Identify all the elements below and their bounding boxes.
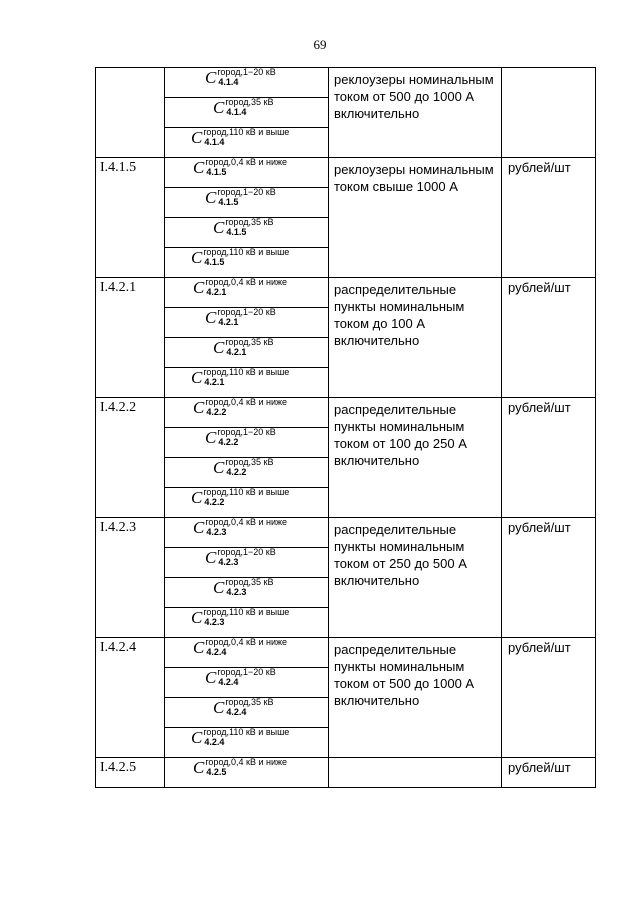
item-unit: рублей/шт bbox=[502, 158, 596, 278]
cost-formula bbox=[165, 608, 328, 628]
formula-cell bbox=[165, 128, 329, 158]
table-row bbox=[96, 518, 596, 548]
table-row bbox=[96, 158, 596, 188]
formula-subscript: 4.1.5 bbox=[206, 167, 227, 177]
formula-superscript: город,35 кВ bbox=[225, 217, 274, 227]
formula-symbol: C bbox=[191, 488, 203, 507]
formula-subscript: 4.2.3 bbox=[226, 587, 247, 597]
formula-indices bbox=[203, 607, 289, 627]
formula-superscript: город,35 кВ bbox=[225, 697, 274, 707]
item-description: реклоузеры номинальным током от 500 до 1000 А включительно bbox=[329, 68, 502, 158]
formula-subscript: 4.2.1 bbox=[218, 317, 239, 327]
cost-formula bbox=[165, 218, 328, 238]
item-unit: рублей/шт bbox=[502, 518, 596, 638]
formula-superscript: город,110 кВ и выше bbox=[203, 607, 290, 617]
item-description: распределительные пункты номинальным током до 100 А включительно bbox=[329, 278, 502, 398]
cost-formula bbox=[165, 128, 328, 148]
formula-subscript: 4.2.2 bbox=[204, 497, 225, 507]
formula-subscript: 4.2.4 bbox=[218, 677, 239, 687]
item-unit: рублей/шт bbox=[502, 398, 596, 518]
formula-indices bbox=[225, 97, 273, 117]
formula-indices bbox=[203, 127, 289, 147]
formula-cell bbox=[165, 308, 329, 338]
formula-symbol: C bbox=[193, 158, 205, 177]
cost-formula bbox=[165, 98, 328, 118]
cost-formula bbox=[165, 698, 328, 718]
formula-superscript: город,110 кВ и выше bbox=[203, 367, 290, 377]
formula-cell bbox=[165, 578, 329, 608]
formula-symbol: C bbox=[193, 398, 205, 417]
formula-symbol: C bbox=[191, 248, 203, 267]
cost-formula bbox=[165, 248, 328, 268]
formula-indices bbox=[225, 217, 273, 237]
formula-indices bbox=[225, 577, 273, 597]
formula-symbol: C bbox=[193, 278, 205, 297]
formula-cell bbox=[165, 548, 329, 578]
formula-superscript: город,0,4 кВ и ниже bbox=[205, 637, 288, 647]
formula-superscript: город,0,4 кВ и ниже bbox=[205, 277, 288, 287]
formula-symbol: C bbox=[205, 668, 217, 687]
formula-superscript: город,110 кВ и выше bbox=[203, 127, 290, 137]
formula-subscript: 4.2.5 bbox=[206, 767, 227, 777]
formula-subscript: 4.2.1 bbox=[226, 347, 247, 357]
formula-subscript: 4.2.4 bbox=[226, 707, 247, 717]
formula-subscript: 4.2.4 bbox=[206, 647, 227, 657]
formula-symbol: C bbox=[191, 128, 203, 147]
formula-symbol: C bbox=[213, 698, 225, 717]
table-row bbox=[96, 638, 596, 668]
item-description: реклоузеры номинальным током свыше 1000 А bbox=[329, 158, 502, 278]
formula-symbol: C bbox=[193, 638, 205, 657]
formula-symbol: C bbox=[213, 98, 225, 117]
formula-superscript: город,0,4 кВ и ниже bbox=[205, 397, 288, 407]
formula-subscript: 4.2.1 bbox=[206, 287, 227, 297]
formula-cell bbox=[165, 248, 329, 278]
cost-formula bbox=[165, 158, 328, 178]
formula-indices bbox=[203, 367, 289, 387]
formula-symbol: C bbox=[205, 68, 217, 87]
formula-subscript: 4.2.3 bbox=[206, 527, 227, 537]
table-row bbox=[96, 68, 596, 98]
cost-formula bbox=[165, 548, 328, 568]
formula-symbol: C bbox=[213, 578, 225, 597]
formula-symbol: C bbox=[205, 428, 217, 447]
formula-cell bbox=[165, 458, 329, 488]
item-description bbox=[329, 758, 502, 788]
formula-cell bbox=[165, 728, 329, 758]
formula-symbol: C bbox=[205, 548, 217, 567]
formula-indices bbox=[203, 727, 289, 747]
formula-superscript: город,35 кВ bbox=[225, 337, 274, 347]
formula-indices bbox=[217, 547, 275, 567]
formula-symbol: C bbox=[191, 728, 203, 747]
formula-superscript: город,1−20 кВ bbox=[217, 187, 276, 197]
formula-cell bbox=[165, 518, 329, 548]
formula-subscript: 4.2.2 bbox=[226, 467, 247, 477]
formula-symbol: C bbox=[205, 188, 217, 207]
formula-symbol: C bbox=[213, 458, 225, 477]
item-code: I.4.2.4 bbox=[96, 638, 165, 758]
formula-superscript: город,35 кВ bbox=[225, 97, 274, 107]
formula-superscript: город,1−20 кВ bbox=[217, 427, 276, 437]
formula-cell bbox=[165, 338, 329, 368]
item-description: распределительные пункты номинальным током от 100 до 250 А включительно bbox=[329, 398, 502, 518]
cost-formula bbox=[165, 278, 328, 298]
formula-superscript: город,35 кВ bbox=[225, 457, 274, 467]
formula-indices bbox=[205, 517, 287, 537]
formula-subscript: 4.1.4 bbox=[226, 107, 247, 117]
formula-indices bbox=[203, 487, 289, 507]
formula-superscript: город,0,4 кВ и ниже bbox=[205, 517, 288, 527]
item-code bbox=[96, 68, 165, 158]
cost-formula bbox=[165, 518, 328, 538]
formula-cell bbox=[165, 98, 329, 128]
formula-cell bbox=[165, 758, 329, 788]
table-row bbox=[96, 398, 596, 428]
formula-subscript: 4.2.2 bbox=[206, 407, 227, 417]
formula-indices bbox=[225, 697, 273, 717]
formula-subscript: 4.2.1 bbox=[204, 377, 225, 387]
formula-cell bbox=[165, 218, 329, 248]
table-row bbox=[96, 758, 596, 788]
item-unit bbox=[502, 68, 596, 158]
formula-indices bbox=[225, 337, 273, 357]
formula-indices bbox=[217, 427, 275, 447]
formula-superscript: город,1−20 кВ bbox=[217, 307, 276, 317]
formula-subscript: 4.2.3 bbox=[204, 617, 225, 627]
formula-indices bbox=[217, 667, 275, 687]
formula-indices bbox=[203, 247, 289, 267]
formula-symbol: C bbox=[213, 218, 225, 237]
formula-cell bbox=[165, 398, 329, 428]
formula-superscript: город,1−20 кВ bbox=[217, 67, 276, 77]
item-code: I.4.2.5 bbox=[96, 758, 165, 788]
formula-cell bbox=[165, 368, 329, 398]
formula-cell bbox=[165, 68, 329, 98]
formula-cell bbox=[165, 488, 329, 518]
formula-indices bbox=[205, 637, 287, 657]
tariff-table bbox=[95, 67, 596, 788]
formula-superscript: город,110 кВ и выше bbox=[203, 727, 290, 737]
table-row bbox=[96, 278, 596, 308]
formula-symbol: C bbox=[191, 368, 203, 387]
formula-cell bbox=[165, 608, 329, 638]
formula-indices bbox=[217, 187, 275, 207]
formula-subscript: 4.2.3 bbox=[218, 557, 239, 567]
formula-cell bbox=[165, 638, 329, 668]
formula-superscript: город,0,4 кВ и ниже bbox=[205, 157, 288, 167]
cost-formula bbox=[165, 488, 328, 508]
formula-subscript: 4.1.5 bbox=[204, 257, 225, 267]
cost-formula bbox=[165, 338, 328, 358]
cost-formula bbox=[165, 668, 328, 688]
item-unit: рублей/шт bbox=[502, 758, 596, 788]
cost-formula bbox=[165, 428, 328, 448]
cost-formula bbox=[165, 68, 328, 88]
item-code: I.4.1.5 bbox=[96, 158, 165, 278]
formula-subscript: 4.1.5 bbox=[218, 197, 239, 207]
formula-indices bbox=[225, 457, 273, 477]
formula-cell bbox=[165, 698, 329, 728]
formula-symbol: C bbox=[191, 608, 203, 627]
formula-symbol: C bbox=[193, 518, 205, 537]
formula-indices bbox=[205, 277, 287, 297]
formula-subscript: 4.1.4 bbox=[204, 137, 225, 147]
formula-indices bbox=[205, 757, 287, 777]
item-description: распределительные пункты номинальным током от 500 до 1000 А включительно bbox=[329, 638, 502, 758]
formula-cell bbox=[165, 668, 329, 698]
formula-indices bbox=[205, 157, 287, 177]
cost-formula bbox=[165, 368, 328, 388]
item-code: I.4.2.2 bbox=[96, 398, 165, 518]
item-unit: рублей/шт bbox=[502, 638, 596, 758]
formula-cell bbox=[165, 278, 329, 308]
item-code: I.4.2.3 bbox=[96, 518, 165, 638]
cost-formula bbox=[165, 398, 328, 418]
cost-formula bbox=[165, 578, 328, 598]
cost-formula bbox=[165, 458, 328, 478]
formula-symbol: C bbox=[193, 758, 205, 777]
formula-superscript: город,110 кВ и выше bbox=[203, 487, 290, 497]
formula-indices bbox=[205, 397, 287, 417]
formula-indices bbox=[217, 67, 275, 87]
formula-symbol: C bbox=[205, 308, 217, 327]
formula-superscript: город,110 кВ и выше bbox=[203, 247, 290, 257]
formula-symbol: C bbox=[213, 338, 225, 357]
item-code: I.4.2.1 bbox=[96, 278, 165, 398]
cost-formula bbox=[165, 758, 328, 778]
cost-formula bbox=[165, 728, 328, 748]
formula-subscript: 4.1.5 bbox=[226, 227, 247, 237]
formula-cell bbox=[165, 428, 329, 458]
page-number: 69 bbox=[313, 37, 327, 52]
formula-superscript: город,0,4 кВ и ниже bbox=[205, 757, 288, 767]
item-description: распределительные пункты номинальным током от 250 до 500 А включительно bbox=[329, 518, 502, 638]
formula-subscript: 4.2.2 bbox=[218, 437, 239, 447]
formula-superscript: город,35 кВ bbox=[225, 577, 274, 587]
formula-cell bbox=[165, 158, 329, 188]
formula-indices bbox=[217, 307, 275, 327]
item-unit: рублей/шт bbox=[502, 278, 596, 398]
cost-formula bbox=[165, 188, 328, 208]
formula-superscript: город,1−20 кВ bbox=[217, 547, 276, 557]
formula-superscript: город,1−20 кВ bbox=[217, 667, 276, 677]
formula-subscript: 4.1.4 bbox=[218, 77, 239, 87]
formula-subscript: 4.2.4 bbox=[204, 737, 225, 747]
formula-cell bbox=[165, 188, 329, 218]
cost-formula bbox=[165, 308, 328, 328]
cost-formula bbox=[165, 638, 328, 658]
